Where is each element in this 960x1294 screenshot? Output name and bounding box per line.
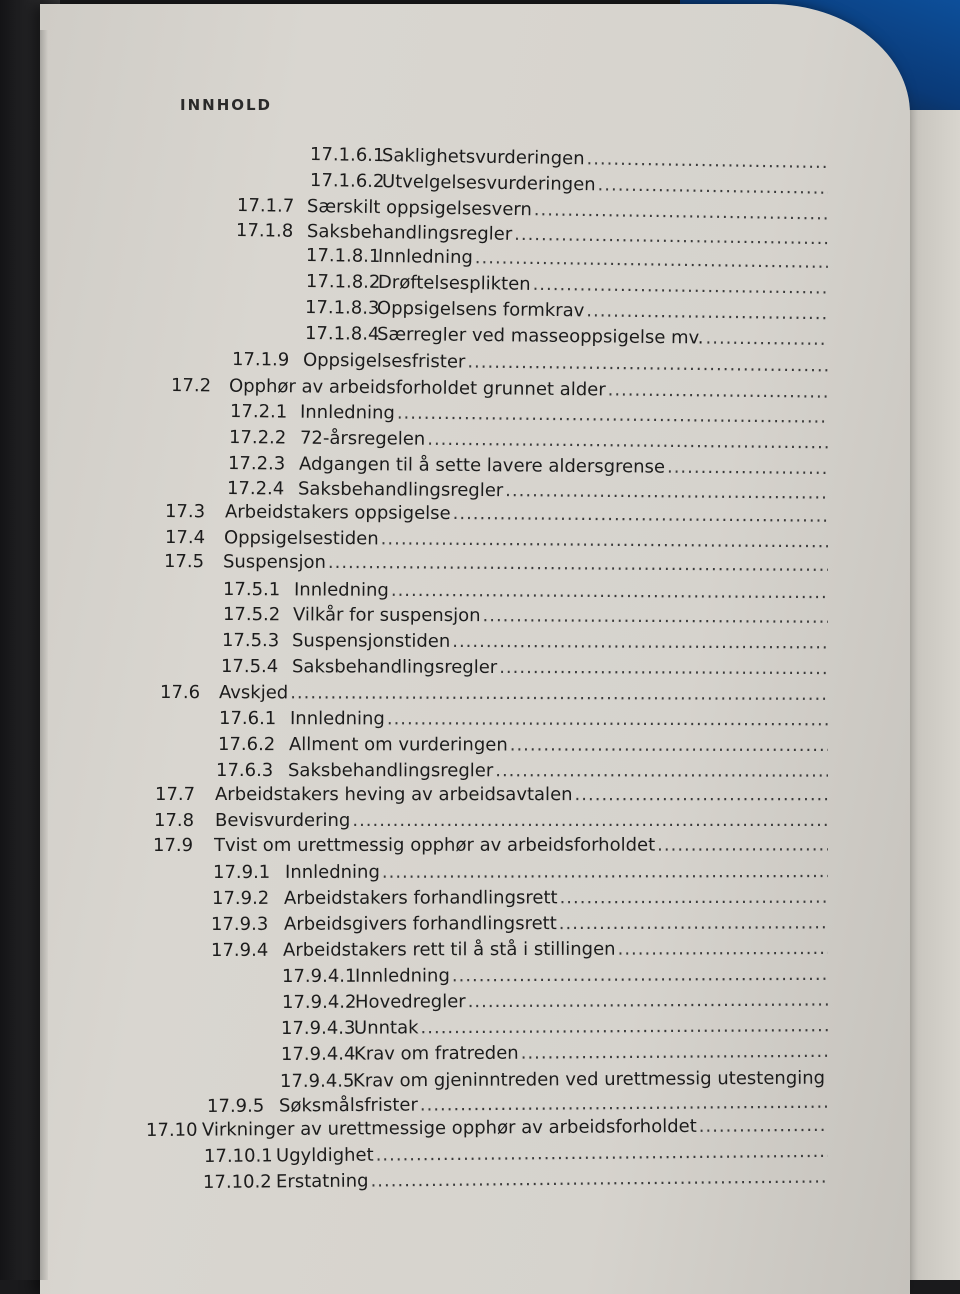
toc-entry-title: Arbeidstakers forhandlingsrett [284, 884, 558, 913]
toc-entry-title: Saklighetsvurderingen [382, 142, 585, 173]
toc-entry-number: 17.9.4.2 [282, 989, 357, 1017]
toc-entry-number: 17.10.1 [204, 1142, 273, 1171]
toc-entry-title: Opphør av arbeidsforholdet grunnet alder [229, 373, 606, 405]
toc-entry-leader [289, 731, 828, 760]
toc-entry-title: Tvist om urettmessig opphør av arbeidsforholdet [214, 832, 655, 860]
toc-entry-leader [354, 1038, 828, 1069]
toc-entry-title: Suspensjonstiden [292, 627, 450, 656]
toc-entry-title: Vilkår for suspensjon [293, 601, 481, 630]
toc-entry-leader [223, 548, 828, 580]
toc-entry-title: Oppsigelsesfrister [303, 347, 466, 377]
toc-entry-number: 17.9.2 [212, 885, 269, 913]
toc-entry [219, 705, 866, 734]
toc-entry-number: 17.2.2 [229, 424, 287, 453]
toc-entry-number: 17.1.8.1 [306, 242, 381, 271]
toc-entry-number: 17.1.8.4 [305, 320, 380, 349]
dot-leader [559, 909, 828, 938]
toc-entry-number: 17.6.2 [218, 731, 275, 759]
toc-entry [203, 1163, 866, 1197]
toc-entry-number: 17.1.6.2 [310, 167, 385, 196]
toc-entry-number: 17.9.4.5 [280, 1068, 355, 1096]
toc-entry-title: Avskjed [219, 679, 288, 707]
dot-leader [705, 325, 828, 354]
toc-entry-title: Ugyldighet [276, 1142, 374, 1171]
dot-leader [699, 1112, 828, 1141]
toc-entry-leader [214, 831, 828, 859]
toc-entry-title: Særregler ved masseoppsigelse mv. [377, 321, 704, 353]
toc-entry-number: 17.9.3 [211, 911, 268, 939]
toc-entry-number: 17.7 [155, 781, 195, 809]
toc-entry-number: 17.9.4.4 [281, 1041, 356, 1069]
toc-entry [155, 781, 866, 809]
toc-entry-title: Arbeidstakers oppsigelse [225, 498, 451, 528]
toc-entry-number: 17.2.4 [227, 475, 284, 503]
toc-entry-title: Suspensjon [223, 548, 326, 577]
toc-entry-title: Allment om vurderingen [289, 731, 508, 759]
toc-entry-title: Unntak [354, 1014, 419, 1042]
toc-entry-leader [284, 884, 828, 913]
toc-entry-number: 17.8 [154, 807, 194, 835]
toc-entry-title: Arbeidsgivers forhandlingsrett [284, 910, 557, 939]
toc-entry-title: Virkninger av urettmessige opphør av arbeidsforholdet [202, 1113, 697, 1145]
toc-entry-title: Oppsigelsens formkrav [377, 295, 585, 325]
dot-leader [560, 884, 828, 913]
toc-entry-title: Innledning [290, 705, 385, 733]
toc-entry-title: Krav om fratreden [354, 1040, 519, 1069]
toc-entry-number: 17.9.4.1 [282, 963, 357, 991]
toc-entry-number: 17.5.1 [223, 576, 280, 604]
toc-entry-title: Saksbehandlingsregler [307, 218, 513, 249]
toc-entry-number: 17.1.8 [236, 217, 294, 246]
toc-entry-title: Oppsigelsestiden [224, 524, 379, 553]
toc-entry-title: Innledning [355, 962, 450, 990]
page-number-faded [832, 175, 866, 176]
toc-entry-number: 17.2.3 [228, 450, 285, 478]
toc-entry-number: 17.5.2 [223, 601, 280, 629]
toc-entry-title: Saksbehandlingsregler [288, 757, 493, 785]
toc-entry-number: 17.9.4.3 [281, 1015, 356, 1043]
toc-entry-number: 17.3 [165, 498, 205, 526]
toc-entry-number: 17.1.8.3 [305, 294, 380, 323]
toc-entry-number: 17.1.8.2 [306, 268, 381, 297]
toc-entry-title: Saksbehandlingsregler [292, 653, 497, 682]
dot-leader [370, 1164, 828, 1196]
dot-leader [521, 1038, 828, 1068]
toc-entry-title: Arbeidstakers rett til å stå i stillingen [283, 936, 616, 965]
toc-entry-number: 17.10.2 [203, 1168, 272, 1197]
toc-entry-number: 17.6.1 [219, 705, 276, 733]
toc-entry-title: 72-årsregelen [300, 425, 426, 454]
toc-entry-number: 17.9 [153, 832, 193, 860]
toc-entry-number: 17.9.5 [207, 1093, 264, 1121]
toc-entry-title: Drøftelsesplikten [378, 269, 531, 299]
toc-entry-number: 17.6 [160, 679, 200, 707]
toc-entry [213, 858, 866, 887]
toc-entry-title: Arbeidstakers heving av arbeidsavtalen [215, 781, 573, 809]
toc-entry-number: 17.9.1 [213, 859, 270, 887]
toc-entry-title: Bevisvurdering [215, 807, 350, 835]
toc-entry-leader [290, 705, 828, 734]
toc-entry-title: Innledning [378, 243, 473, 272]
toc-entry-leader [285, 858, 828, 887]
toc-entry-number: 17.5.4 [221, 653, 278, 681]
toc-entry-number: 17.6.3 [216, 757, 273, 785]
page-number-faded [832, 149, 866, 150]
dot-leader [499, 654, 828, 683]
dot-leader [328, 549, 828, 580]
toc-entry-leader [276, 1164, 828, 1197]
toc-entry-title: Søksmålsfrister [279, 1092, 418, 1121]
dot-leader [382, 858, 828, 887]
toc-entry-number: 17.1.9 [232, 346, 290, 375]
toc-entry-number: 17.2 [171, 372, 211, 400]
toc-entry-number: 17.1.7 [237, 192, 295, 221]
dot-leader [575, 781, 828, 809]
toc-entry-number: 17.5.3 [222, 627, 279, 655]
running-header: INNHOLD [180, 96, 272, 114]
toc-entry [153, 831, 866, 860]
toc-entry-leader [215, 781, 828, 809]
toc-entry [218, 731, 866, 760]
toc-entry-title: Hovedregler [355, 988, 466, 1016]
toc-entry-number: 17.4 [165, 524, 205, 552]
toc-entry-number: 17.2.1 [230, 398, 288, 427]
toc-entry-title: Krav om gjeninntreden ved urettmessig utestenging [353, 1065, 825, 1096]
toc-entry-title: Utvelgelsesvurderingen [382, 168, 596, 199]
dot-leader [387, 705, 828, 734]
dot-leader [657, 831, 828, 859]
toc-entry-number: 17.10 [146, 1117, 198, 1145]
dot-leader [510, 731, 828, 760]
dot-leader [618, 935, 829, 964]
toc-entry-number: 17.5 [164, 548, 204, 576]
toc-entry-title: Saksbehandlingsregler [298, 476, 503, 506]
toc-entry-title: Særskilt oppsigelsesvern [307, 193, 532, 224]
toc-entry-number: 17.1.6.1 [310, 141, 385, 170]
toc-entry-title: Innledning [285, 859, 380, 887]
toc-entry-title: Erstatning [276, 1168, 369, 1197]
toc-entry-title: Innledning [300, 399, 395, 428]
toc-entry-title: Adgangen til å sette lavere aldersgrense [299, 451, 665, 482]
toc-entry-title: Innledning [294, 576, 389, 605]
toc-entry-number: 17.9.4 [211, 937, 268, 965]
